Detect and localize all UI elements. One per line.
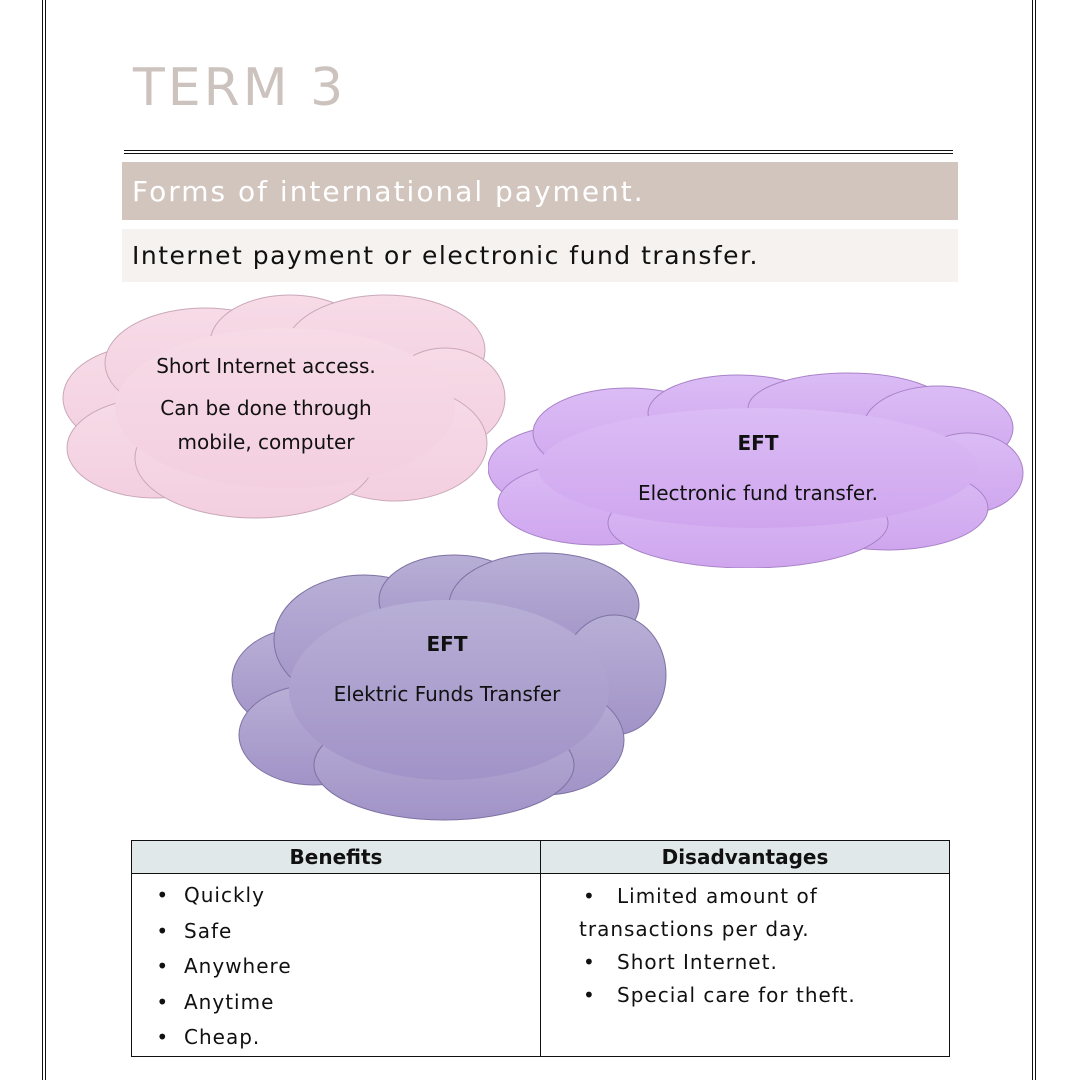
cloud-line: mobile, computer xyxy=(177,430,355,454)
disadvantages-cell xyxy=(541,874,950,1057)
header-benefits: Benefits xyxy=(132,841,541,874)
benefits-disadvantages-table xyxy=(131,840,950,1057)
cloud-line: Elektric Funds Transfer xyxy=(333,682,561,706)
bullet-icon: • xyxy=(583,884,596,908)
list-item-text: Short Internet. xyxy=(617,950,778,974)
list-item: • Safe xyxy=(132,914,540,950)
page-border-right xyxy=(1032,0,1036,1080)
cloud-eft-elektric xyxy=(224,545,670,823)
cloud-internet-access xyxy=(55,288,507,520)
list-item xyxy=(581,946,949,979)
cloud-eft-definition xyxy=(488,368,1028,568)
bullet-icon: • xyxy=(583,950,596,974)
page-border-left xyxy=(42,0,46,1080)
cloud-line: Short Internet access. xyxy=(156,354,376,378)
benefits-cell xyxy=(132,874,541,1057)
cloud-heading: EFT xyxy=(426,632,468,656)
section-heading: Forms of international payment. xyxy=(132,174,645,208)
list-item xyxy=(581,979,949,1012)
list-item: • Anywhere xyxy=(132,949,540,985)
header-disadvantages: Disadvantages xyxy=(541,841,950,874)
section-heading-bar xyxy=(122,162,958,220)
benefits-list xyxy=(132,878,540,1056)
list-item: • Anytime xyxy=(132,985,540,1021)
list-item-continuation: transactions per day. xyxy=(579,917,810,941)
subtitle-bar xyxy=(122,229,958,282)
list-item-text: Special care for theft. xyxy=(617,983,856,1007)
cloud-text xyxy=(488,368,1028,568)
bullet-icon: • xyxy=(583,983,596,1007)
cloud-text xyxy=(224,545,670,823)
cloud-line: Can be done through xyxy=(160,396,372,420)
list-item: • Quickly xyxy=(132,878,540,914)
disadvantages-list xyxy=(541,878,949,1012)
list-item: • Cheap. xyxy=(132,1020,540,1056)
page-title: TERM 3 xyxy=(133,58,347,118)
list-item-text: Limited amount of xyxy=(617,884,818,908)
cloud-line: Electronic fund transfer. xyxy=(638,481,878,505)
cloud-text xyxy=(55,288,507,520)
list-item xyxy=(581,880,949,913)
title-divider xyxy=(124,150,953,154)
subtitle-text: Internet payment or electronic fund transfer. xyxy=(132,241,759,270)
cloud-heading: EFT xyxy=(737,431,779,455)
